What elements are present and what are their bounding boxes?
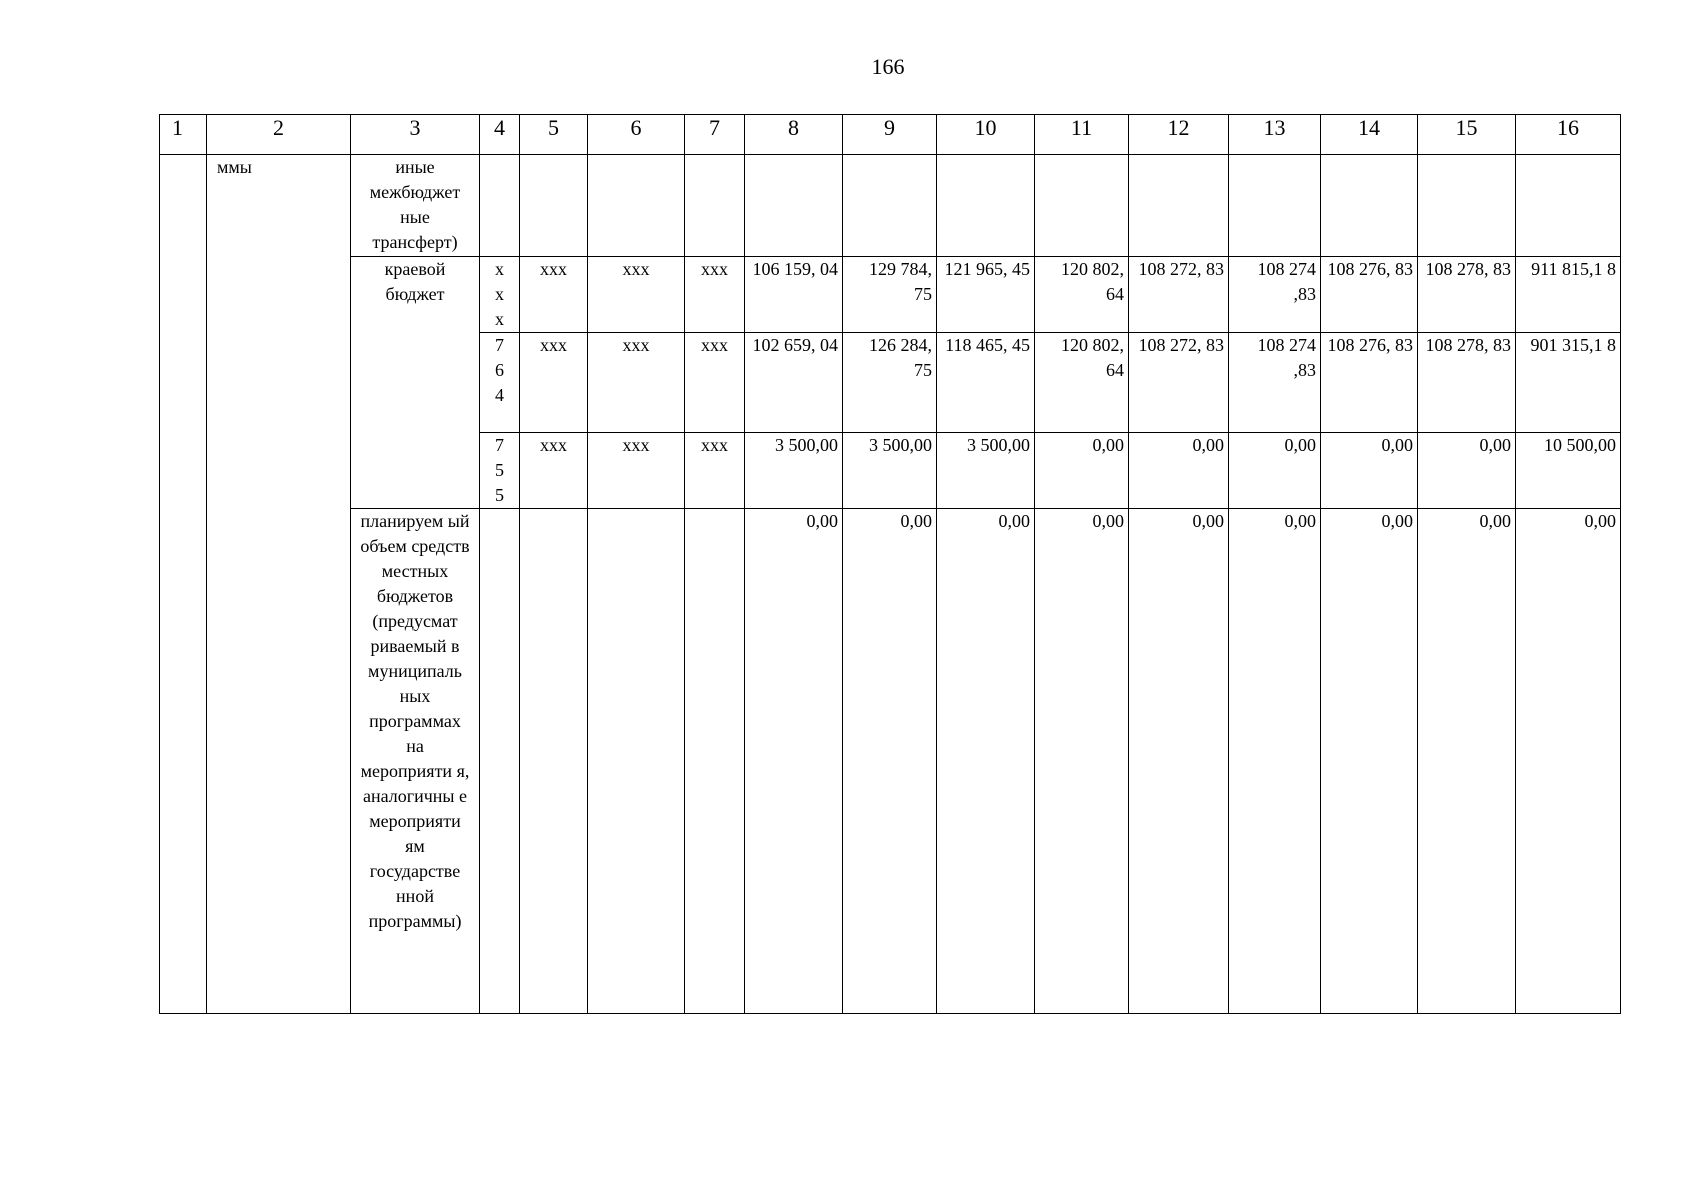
header-cell: 13 — [1229, 115, 1321, 155]
cell: ххх — [685, 257, 745, 333]
source-cell: планируем ый объем средств местных бюджетов (предусмат риваемый в муниципаль ных программах на мероприяти я, аналогичны е мероприяти ям государстве нной программы) — [351, 509, 480, 1014]
cell — [520, 509, 588, 1014]
value-cell: 108 274 ,83 — [1229, 333, 1321, 433]
value-cell: 102 659, 04 — [745, 333, 843, 433]
value-cell — [843, 155, 937, 257]
source-cell: краевой бюджет — [351, 257, 480, 509]
value-cell: 10 500,00 — [1516, 433, 1621, 509]
code-cell — [480, 433, 520, 509]
code-cell — [480, 155, 520, 257]
code-char: 5 — [495, 485, 504, 505]
value-cell — [1035, 155, 1129, 257]
value-cell: 0,00 — [937, 509, 1035, 1014]
code-cell — [480, 257, 520, 333]
code-char: 7 — [495, 435, 504, 455]
cell: ххх — [520, 257, 588, 333]
value-cell: 108 276, 83 — [1321, 333, 1418, 433]
source-cell: иные межбюджет ные трансферт) — [351, 155, 480, 257]
value-cell: 3 500,00 — [937, 433, 1035, 509]
value-cell: 108 274 ,83 — [1229, 257, 1321, 333]
code-char: 4 — [495, 385, 504, 405]
value-cell: 0,00 — [1516, 509, 1621, 1014]
value-cell: 0,00 — [843, 509, 937, 1014]
cell: ххх — [520, 333, 588, 433]
value-cell: 0,00 — [1129, 509, 1229, 1014]
value-cell: 0,00 — [1418, 433, 1516, 509]
cell: ххх — [588, 257, 685, 333]
table-row — [160, 257, 1621, 333]
value-cell: 0,00 — [1321, 433, 1418, 509]
value-cell: 0,00 — [1418, 509, 1516, 1014]
value-cell: 108 278, 83 — [1418, 333, 1516, 433]
cell: ххх — [588, 333, 685, 433]
value-cell: 0,00 — [1321, 509, 1418, 1014]
cell — [520, 155, 588, 257]
value-cell: 3 500,00 — [843, 433, 937, 509]
value-cell: 108 272, 83 — [1129, 257, 1229, 333]
header-cell: 1 — [160, 115, 207, 155]
cell — [588, 155, 685, 257]
value-cell — [937, 155, 1035, 257]
header-cell: 11 — [1035, 115, 1129, 155]
value-cell: 108 272, 83 — [1129, 333, 1229, 433]
value-cell — [1418, 155, 1516, 257]
budget-table — [159, 114, 1621, 1014]
code-value — [480, 433, 519, 508]
header-cell: 15 — [1418, 115, 1516, 155]
header-cell: 4 — [480, 115, 520, 155]
value-cell: 0,00 — [1229, 509, 1321, 1014]
value-cell — [1229, 155, 1321, 257]
code-value — [480, 257, 519, 332]
header-cell: 5 — [520, 115, 588, 155]
value-cell: 120 802, 64 — [1035, 333, 1129, 433]
code-char: 7 — [495, 335, 504, 355]
cell: ххх — [588, 433, 685, 509]
header-cell: 2 — [207, 115, 351, 155]
code-char: х — [495, 259, 504, 279]
header-cell: 16 — [1516, 115, 1621, 155]
value-cell: 121 965, 45 — [937, 257, 1035, 333]
value-cell: 0,00 — [1229, 433, 1321, 509]
page-number: 166 — [871, 54, 905, 79]
col1-cell — [160, 155, 207, 1014]
header-cell: 12 — [1129, 115, 1229, 155]
header-cell: 3 — [351, 115, 480, 155]
value-cell — [745, 155, 843, 257]
value-cell: 129 784, 75 — [843, 257, 937, 333]
code-char: 5 — [495, 460, 504, 480]
cell — [588, 509, 685, 1014]
value-cell: 120 802, 64 — [1035, 257, 1129, 333]
value-cell: 901 315,1 8 — [1516, 333, 1621, 433]
cell — [685, 155, 745, 257]
code-char: х — [495, 284, 504, 304]
value-cell: 118 465, 45 — [937, 333, 1035, 433]
header-cell: 6 — [588, 115, 685, 155]
value-cell: 0,00 — [1035, 509, 1129, 1014]
value-cell: 108 278, 83 — [1418, 257, 1516, 333]
code-char: 6 — [495, 360, 504, 380]
value-cell: 108 276, 83 — [1321, 257, 1418, 333]
cell: ххх — [685, 433, 745, 509]
value-cell: 0,00 — [745, 509, 843, 1014]
code-cell — [480, 509, 520, 1014]
value-cell: 126 284, 75 — [843, 333, 937, 433]
header-cell: 7 — [685, 115, 745, 155]
value-cell — [1516, 155, 1621, 257]
table-row — [160, 509, 1621, 1014]
value-cell: 0,00 — [1035, 433, 1129, 509]
col2-cell: ммы — [207, 155, 351, 1014]
header-row — [160, 115, 1621, 155]
code-char: х — [495, 309, 504, 329]
value-cell: 0,00 — [1129, 433, 1229, 509]
value-cell — [1129, 155, 1229, 257]
code-value — [480, 333, 519, 408]
cell: ххх — [520, 433, 588, 509]
value-cell: 911 815,1 8 — [1516, 257, 1621, 333]
code-cell — [480, 333, 520, 433]
cell: ххх — [685, 333, 745, 433]
header-cell: 9 — [843, 115, 937, 155]
table-row — [160, 155, 1621, 257]
cell — [685, 509, 745, 1014]
value-cell — [1321, 155, 1418, 257]
header-cell: 8 — [745, 115, 843, 155]
header-cell: 14 — [1321, 115, 1418, 155]
value-cell: 3 500,00 — [745, 433, 843, 509]
header-cell: 10 — [937, 115, 1035, 155]
value-cell: 106 159, 04 — [745, 257, 843, 333]
